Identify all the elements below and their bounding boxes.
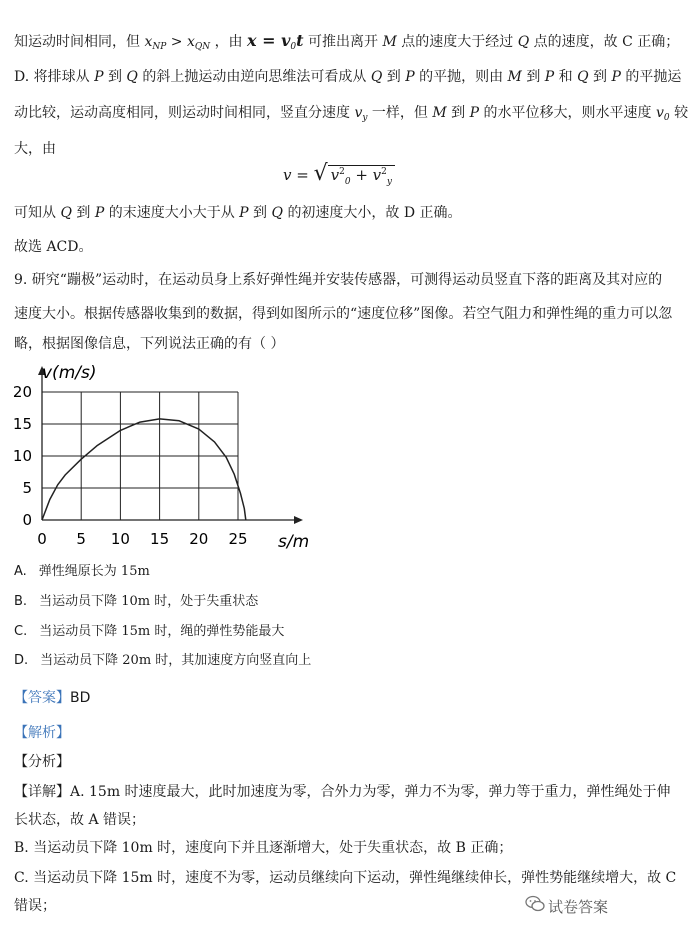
var-x: x xyxy=(186,34,195,50)
text-line-1 xyxy=(14,31,679,57)
var-m: M xyxy=(382,34,397,50)
text-span: 的平抛，则由 xyxy=(419,69,504,85)
question-9-line-3: 略，根据图像信息，下列说法正确的有（ ） xyxy=(14,336,285,352)
subscript: 0 xyxy=(344,177,351,187)
chart-ticks xyxy=(13,383,248,548)
chart-series xyxy=(42,419,246,520)
x-tick-label-5: 5 xyxy=(76,530,86,548)
var-p: P xyxy=(611,69,621,85)
var-p: P xyxy=(405,69,415,85)
text-span: 动比较，运动高度相同，则运动时间相同，竖直分速度 xyxy=(14,105,350,121)
var-q: Q xyxy=(60,205,72,221)
var-x: x xyxy=(144,34,153,50)
var-t: t xyxy=(296,31,304,50)
option-d[interactable] xyxy=(14,652,311,670)
var-q: Q xyxy=(577,69,589,85)
answer-line xyxy=(14,688,90,708)
text-span: 知运动时间相同，但 xyxy=(14,34,140,50)
option-a[interactable] xyxy=(14,563,150,581)
text-span: 到 xyxy=(386,69,401,85)
var-v: v xyxy=(372,166,382,184)
x-tick-label-0: 0 xyxy=(37,530,47,548)
var-p: P xyxy=(94,205,105,221)
option-b[interactable] xyxy=(14,593,258,611)
var-v: v xyxy=(330,166,340,184)
text-line-6: 故选 ACD。 xyxy=(14,239,93,255)
text-span: 到 xyxy=(253,205,268,221)
x-tick-label-15: 15 xyxy=(150,530,170,548)
radical-sign: √ xyxy=(313,161,328,186)
var-p: P xyxy=(94,69,104,85)
jiexi-label: 【解析】 xyxy=(14,725,70,741)
detail-line-c1: C. 当运动员下降 15m 时，速度不为零，运动员继续向下运动，弹性绳继续伸长，弹性势能继续增大，故 C xyxy=(14,870,677,886)
equation: x = v xyxy=(247,31,291,50)
chart-grid xyxy=(42,392,238,520)
text-span: 到 xyxy=(593,69,608,85)
subscript: NP xyxy=(152,42,167,52)
var-m: M xyxy=(432,105,447,121)
subscript: y xyxy=(362,113,368,123)
question-9-line-1: 9. 研究“蹦极”运动时，在运动员身上系好弹性绳并安装传感器，可测得运动员竖直下落的距离及其对应的 xyxy=(14,272,663,288)
option-key: C. xyxy=(14,624,28,639)
text-span: 点的速度，故 C 正确； xyxy=(533,34,680,50)
text-span: 的平抛运 xyxy=(625,69,682,85)
text-span: ，由 xyxy=(214,34,243,50)
option-c[interactable] xyxy=(14,623,284,641)
watermark-text: 试卷答案 xyxy=(548,898,609,916)
wechat-icon xyxy=(525,895,545,913)
option-text: 当运动员下降 10m 时，处于失重状态 xyxy=(39,594,259,609)
option-text: 当运动员下降 20m 时，其加速度方向竖直向上 xyxy=(40,653,312,668)
text-span: 一样，但 xyxy=(371,105,428,121)
text-span: 和 xyxy=(558,69,573,85)
var-p: P xyxy=(544,69,555,85)
y-tick-label-20: 20 xyxy=(12,383,32,401)
text-span: 可推出离开 xyxy=(307,34,378,50)
x-axis-label: s/m xyxy=(278,532,310,552)
answer-value: BD xyxy=(70,690,91,706)
text-span: 到 xyxy=(76,205,91,221)
text-span: 点的速度大于经过 xyxy=(401,34,514,50)
y-tick-label-10: 10 xyxy=(12,447,32,465)
text-span: 较 xyxy=(674,105,688,121)
var-p: P xyxy=(239,205,249,221)
text-span: 到 xyxy=(526,69,541,85)
text-line-3 xyxy=(14,103,688,128)
var-q: Q xyxy=(517,34,530,50)
answer-label: 【答案】 xyxy=(14,690,70,706)
option-text: 弹性绳原长为 15m xyxy=(38,564,150,579)
text-line-2 xyxy=(14,67,681,87)
var-v: v xyxy=(354,105,363,121)
sqrt xyxy=(313,161,395,187)
y-tick-label-15: 15 xyxy=(12,415,32,433)
option-key: B. xyxy=(14,594,28,609)
text-span: 的斜上抛运动由逆向思维法可看成从 xyxy=(142,69,367,85)
text-span: D. 将排球从 xyxy=(14,69,90,85)
eq-sign: = xyxy=(291,166,314,184)
text-span: 到 xyxy=(107,69,122,85)
text-span: 的水平位移大，则水平速度 xyxy=(483,105,652,121)
detail-text: A. 15m 时速度最大，此时加速度为零，合外力为零，弹力不为零，弹力等于重力，弹性绳处于伸 xyxy=(70,784,671,800)
detail-line-c2: 错误； xyxy=(14,898,56,914)
text-span: 的末速度大小大于从 xyxy=(108,205,235,221)
question-9-line-2: 速度大小。根据传感器收集到的数据，得到如图所示的“速度位移”图像。若空气阻力和弹性绳的重力可以忽 xyxy=(14,306,673,322)
var-q: Q xyxy=(271,205,283,221)
chart-axes xyxy=(38,366,303,524)
velocity-displacement-chart xyxy=(0,360,330,555)
detail-line-2: 长状态，故 A 错误； xyxy=(14,812,146,828)
var-q: Q xyxy=(370,69,383,85)
option-text: 当运动员下降 15m 时，绳的弹性势能最大 xyxy=(39,624,285,639)
x-axis-arrow xyxy=(294,516,303,524)
detail-line-b: B. 当运动员下降 10m 时，速度向下并且逐渐增大，处于失重状态，故 B 正确； xyxy=(14,840,513,856)
var-m: M xyxy=(507,69,522,85)
y-axis-label: v(m/s) xyxy=(42,363,97,383)
velocity-formula xyxy=(283,161,395,187)
text-span: 可知从 xyxy=(14,205,56,221)
fenxi-label: 【分析】 xyxy=(14,754,70,770)
var-v: v xyxy=(655,105,664,121)
detail-line-1 xyxy=(14,782,671,802)
superscript: 2 xyxy=(381,167,387,177)
subscript: y xyxy=(386,177,392,187)
gt-sign: > xyxy=(170,34,187,50)
y-tick-label-5: 5 xyxy=(22,479,32,497)
x-tick-label-20: 20 xyxy=(189,530,209,548)
superscript: 2 xyxy=(339,167,345,177)
text-span: 到 xyxy=(451,105,466,121)
plus-sign: + xyxy=(350,166,373,184)
var-v: v xyxy=(283,166,292,184)
analysis-label xyxy=(14,723,70,743)
option-key: D. xyxy=(14,653,29,668)
option-key: A. xyxy=(14,564,27,579)
subscript: 0 xyxy=(290,42,297,52)
sqrt-body xyxy=(328,165,395,187)
text-line-4: 大，由 xyxy=(14,141,56,157)
y-tick-label-0: 0 xyxy=(22,511,32,529)
x-tick-label-25: 25 xyxy=(228,530,248,548)
var-q: Q xyxy=(126,69,138,85)
subscript: QN xyxy=(194,42,211,52)
series-line-v-s xyxy=(42,419,246,520)
text-span: 的初速度大小，故 D 正确。 xyxy=(287,205,462,221)
subscript: 0 xyxy=(663,113,670,123)
x-tick-label-10: 10 xyxy=(110,530,130,548)
var-p: P xyxy=(469,105,480,121)
detail-label: 【详解】 xyxy=(14,784,70,800)
text-line-5 xyxy=(14,203,462,223)
